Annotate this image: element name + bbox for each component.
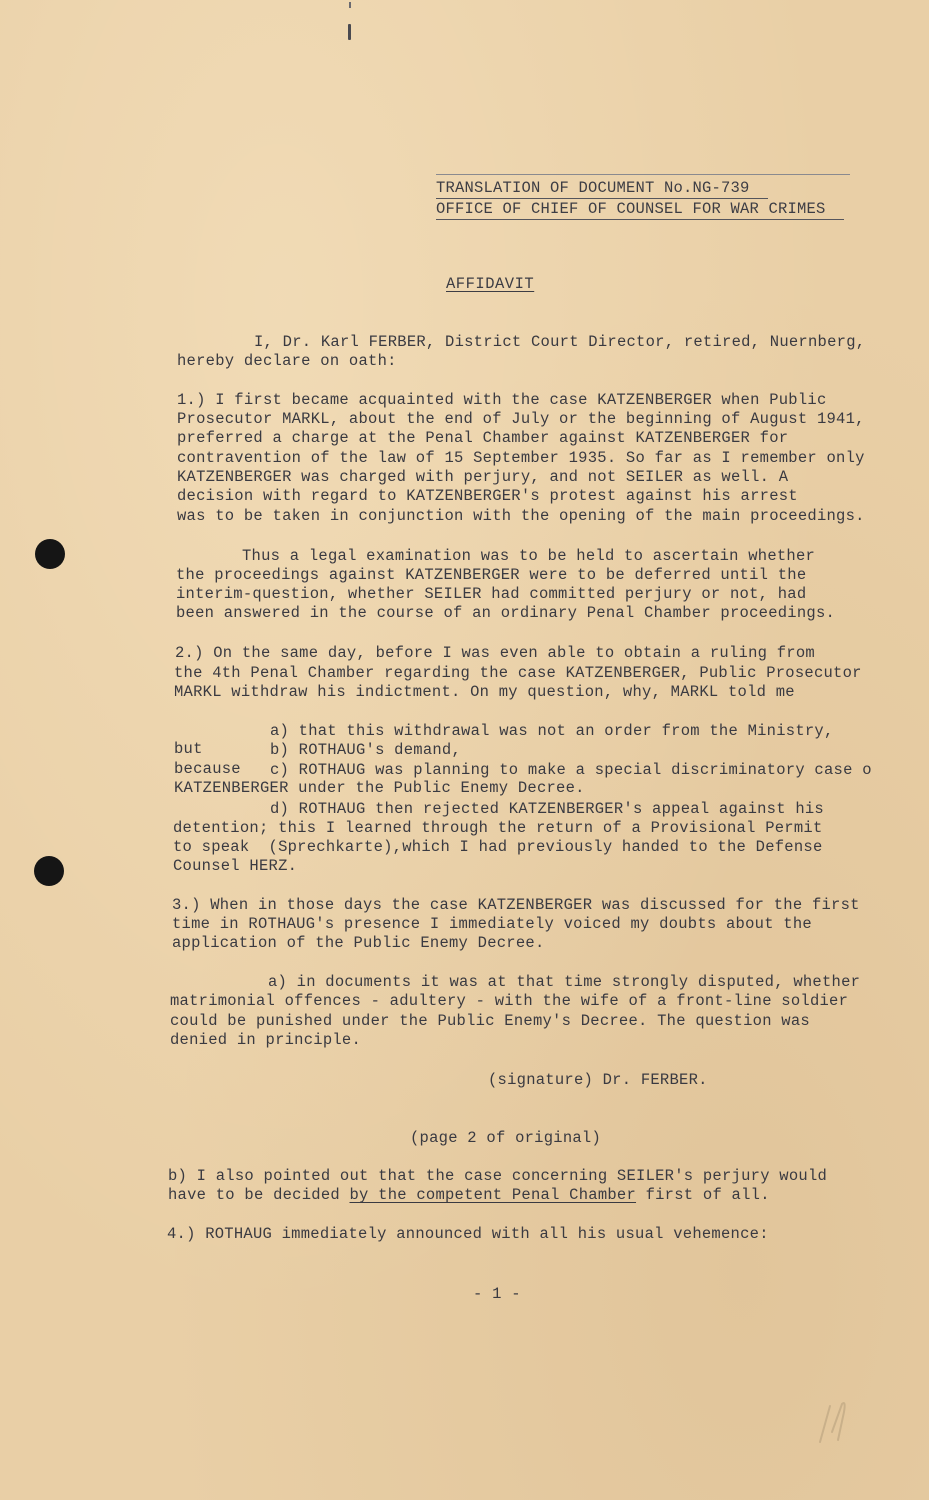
p2-item-c-line-2: KATZENBERGER under the Public Enemy Decree. bbox=[174, 779, 585, 797]
p2-line-3: MARKL withdraw his indictment. On my question, why, MARKL told me bbox=[174, 683, 795, 701]
header-line-1: TRANSLATION OF DOCUMENT No.NG-739 bbox=[436, 178, 768, 199]
p3b-underlined-phrase: by the competent Penal Chamber bbox=[349, 1186, 637, 1204]
p2-item-c: c) ROTHAUG was planning to make a special discriminatory case o bbox=[270, 761, 872, 779]
p3a-line-1: a) in documents it was at that time strongly disputed, whether bbox=[268, 973, 861, 991]
p3-line-1: 3.) When in those days the case KATZENBERGER was discussed for the first bbox=[172, 896, 860, 914]
p1-line-5: KATZENBERGER was charged with perjury, and not SEILER as well. A bbox=[177, 468, 789, 486]
p2-item-d-line-4: Counsel HERZ. bbox=[173, 857, 298, 875]
p1-line-1: 1.) I first became acquainted with the case KATZENBERGER when Public bbox=[177, 391, 827, 409]
p1-line-4: contravention of the law of 15 September 1935. So far as I remember only bbox=[177, 449, 865, 467]
p2-item-b: b) ROTHAUG's demand, bbox=[270, 741, 462, 759]
p2-item-d: d) ROTHAUG then rejected KATZENBERGER's appeal against his bbox=[270, 800, 824, 818]
document-header bbox=[436, 178, 844, 220]
p1-line-2: Prosecutor MARKL, about the end of July or the beginning of August 1941, bbox=[177, 410, 865, 428]
p3b-line-2-pre: have to be decided bbox=[168, 1186, 350, 1204]
header-rule bbox=[436, 174, 850, 175]
ink-mark bbox=[348, 24, 351, 40]
p3a-line-3: could be punished under the Public Enemy's Decree. The question was bbox=[170, 1012, 810, 1030]
p2-item-a: a) that this withdrawal was not an order from the Ministry, bbox=[270, 722, 834, 740]
p1-line-7: was to be taken in conjunction with the opening of the main proceedings. bbox=[177, 507, 865, 525]
p1b-line-3: interim-question, whether SEILER had committed perjury or not, had bbox=[176, 585, 807, 603]
p3a-line-4: denied in principle. bbox=[170, 1031, 362, 1049]
p3-line-2: time in ROTHAUG's presence I immediately voiced my doubts about the bbox=[172, 915, 812, 933]
p1-line-6: decision with regard to KATZENBERGER's protest against his arrest bbox=[177, 487, 798, 505]
document-title: AFFIDAVIT bbox=[446, 275, 535, 293]
signature-line: (signature) Dr. FERBER. bbox=[488, 1071, 708, 1089]
p4-line: 4.) ROTHAUG immediately announced with all his usual vehemence: bbox=[167, 1225, 769, 1243]
intro-line-2: hereby declare on oath: bbox=[177, 352, 397, 370]
p2-line-1: 2.) On the same day, before I was even able to obtain a ruling from bbox=[175, 644, 815, 662]
p1b-line-1: Thus a legal examination was to be held to ascertain whether bbox=[242, 547, 816, 565]
p1-line-3: preferred a charge at the Penal Chamber against KATZENBERGER for bbox=[177, 429, 789, 447]
page-number: - 1 - bbox=[473, 1285, 521, 1303]
p3b-line-1: b) I also pointed out that the case concerning SEILER's perjury would bbox=[168, 1167, 828, 1185]
punch-hole bbox=[35, 539, 65, 569]
p2-but-label: but bbox=[174, 740, 203, 758]
p2-line-2: the 4th Penal Chamber regarding the case KATZENBERGER, Public Prosecutor bbox=[174, 664, 862, 682]
ink-mark bbox=[349, 2, 351, 8]
intro-line-1: I, Dr. Karl FERBER, District Court Director, retired, Nuernberg, bbox=[254, 333, 866, 351]
p3a-line-2: matrimonial offences - adultery - with the wife of a front-line soldier bbox=[170, 992, 849, 1010]
p1b-line-2: the proceedings against KATZENBERGER were to be deferred until the bbox=[176, 566, 807, 584]
p1b-line-4: been answered in the course of an ordinary Penal Chamber proceedings. bbox=[176, 604, 836, 622]
punch-hole bbox=[34, 856, 64, 886]
pencil-mark bbox=[812, 1392, 872, 1452]
header-line-2: OFFICE OF CHIEF OF COUNSEL FOR WAR CRIMES bbox=[436, 199, 844, 220]
p2-item-d-line-3: to speak (Sprechkarte),which I had previously handed to the Defense bbox=[173, 838, 823, 856]
p3b-line-2 bbox=[168, 1186, 770, 1205]
p2-item-d-line-2: detention; this I learned through the return of a Provisional Permit bbox=[173, 819, 823, 837]
p3-line-3: application of the Public Enemy Decree. bbox=[172, 934, 545, 952]
p2-because-label: because bbox=[174, 760, 241, 778]
p3b-line-2-post: first of all. bbox=[636, 1186, 770, 1204]
page-note: (page 2 of original) bbox=[410, 1129, 602, 1147]
